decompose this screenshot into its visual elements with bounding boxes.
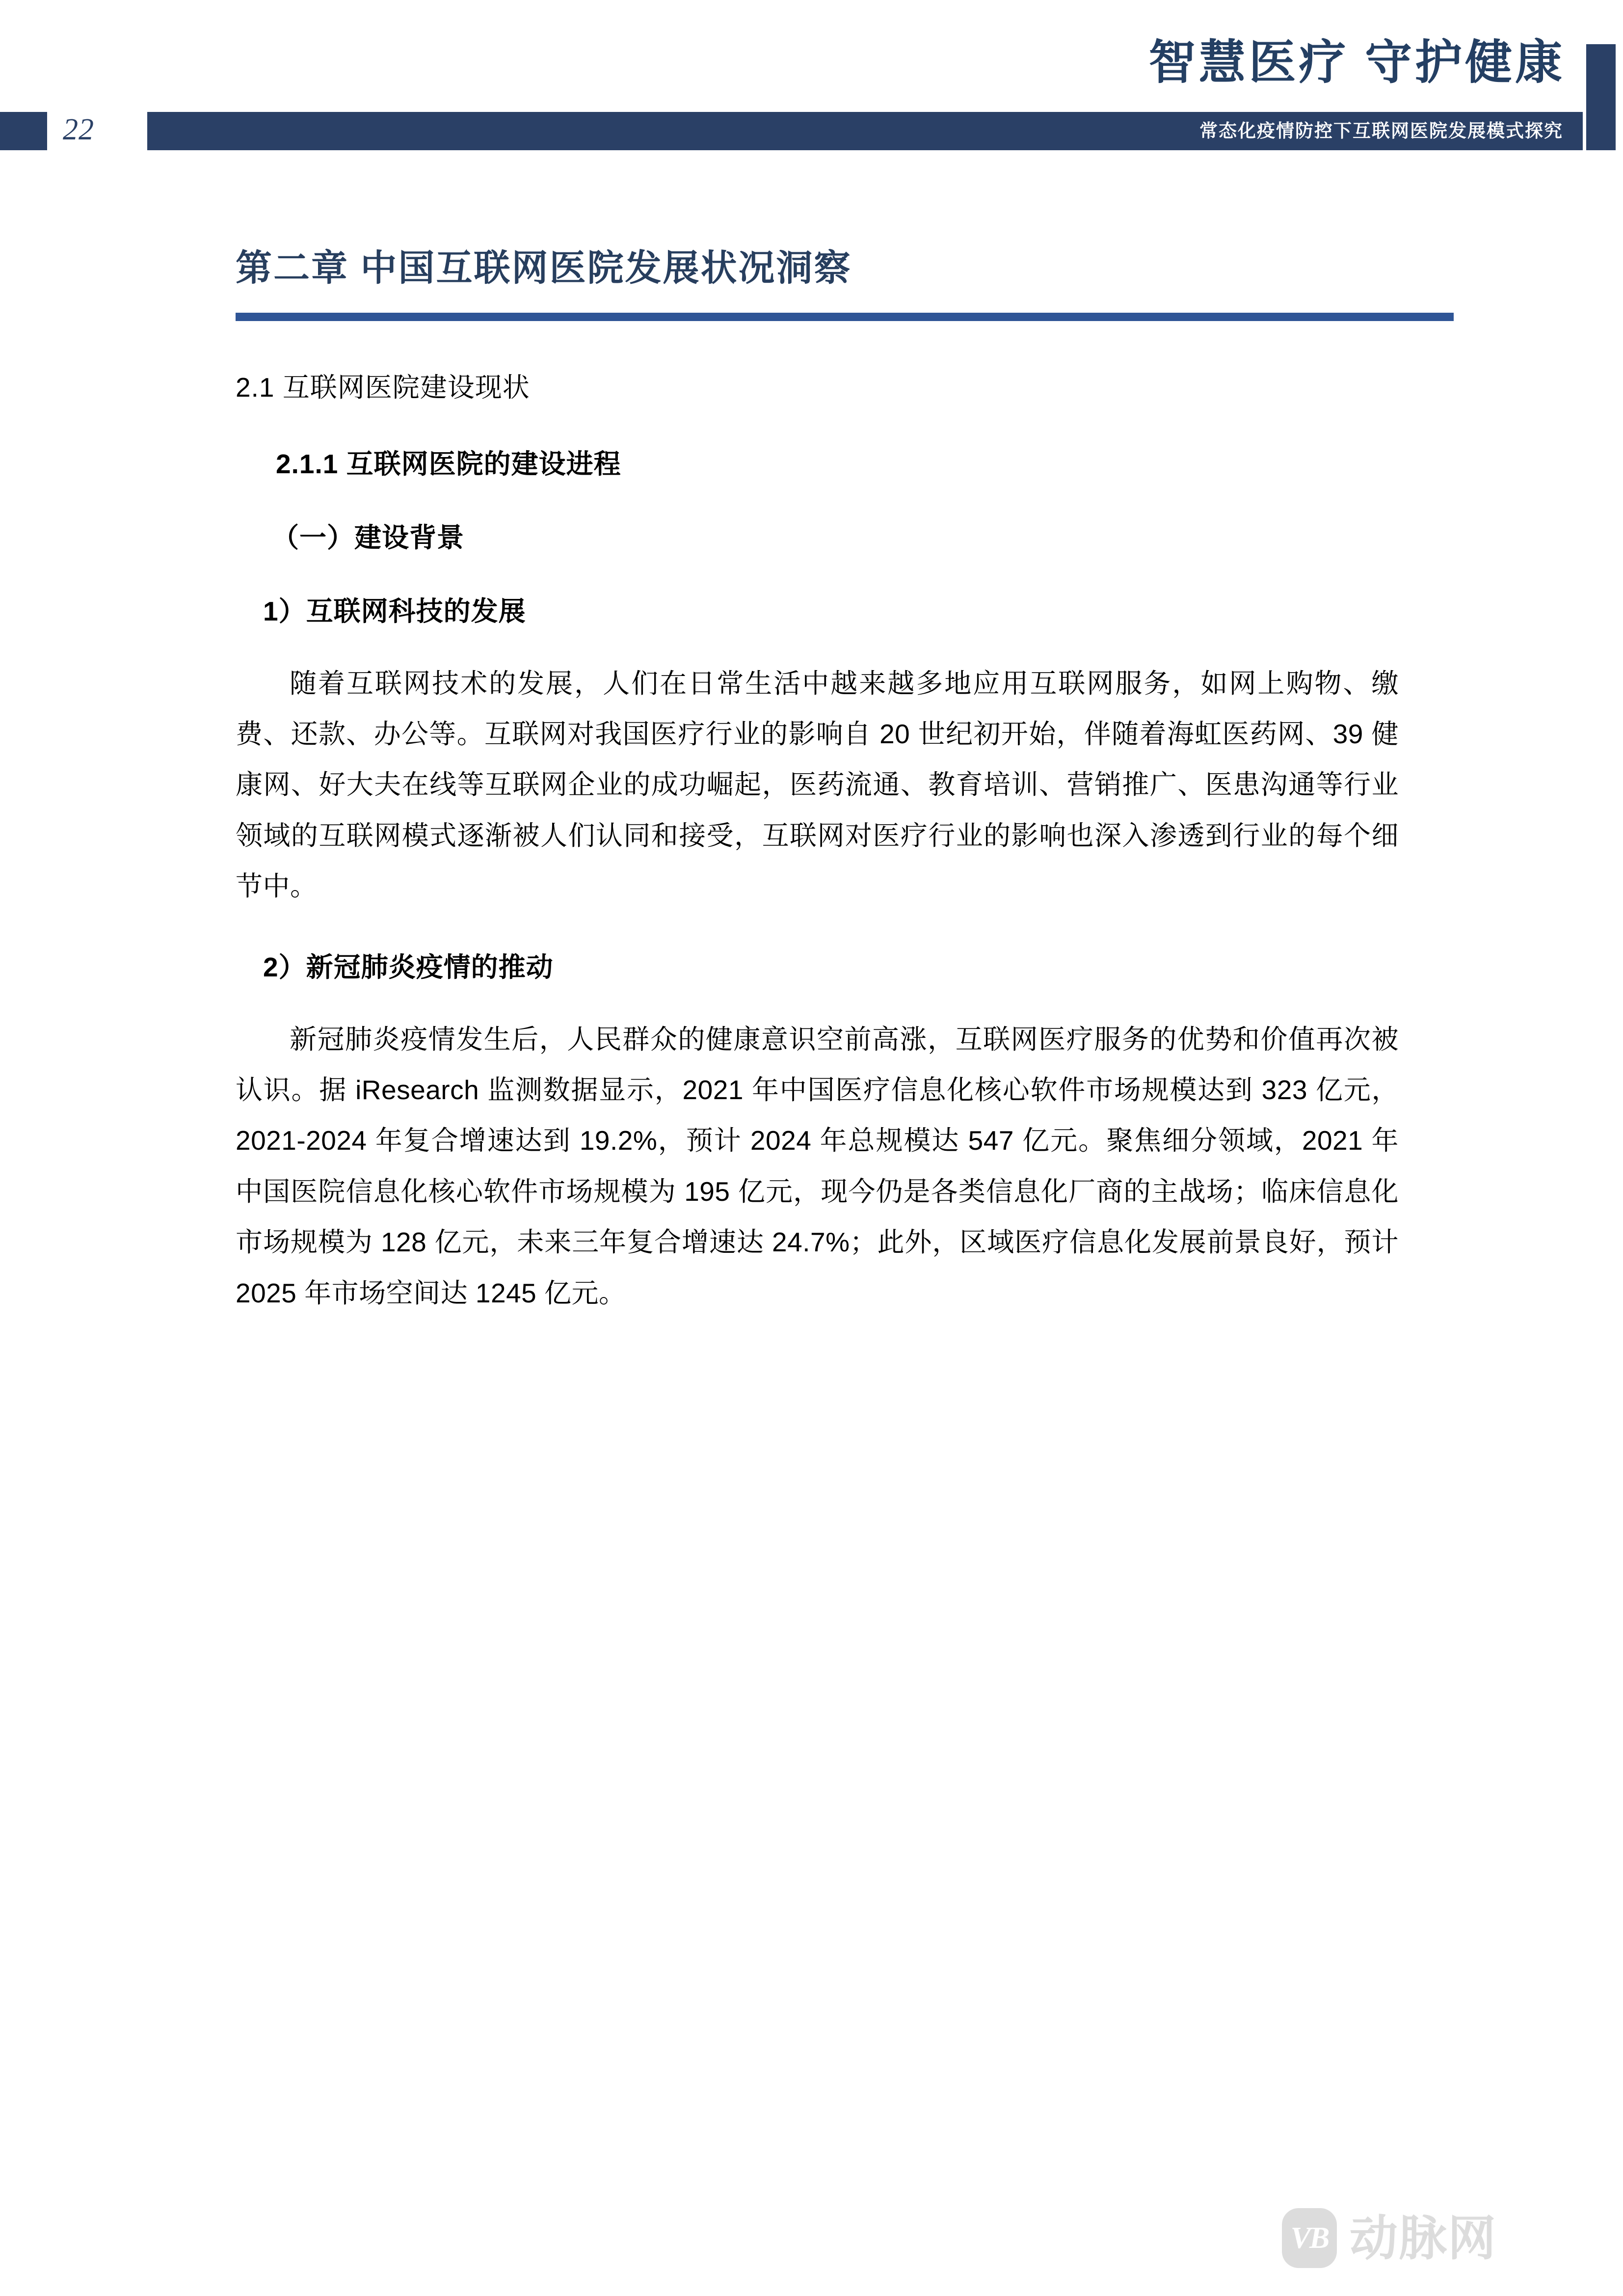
publisher-watermark [1282, 2208, 1497, 2268]
body-paragraph-1: 随着互联网技术的发展，人们在日常生活中越来越多地应用互联网服务，如网上购物、缴费、还款、办公等。互联网对我国医疗行业的影响自 20 世纪初开始，伴随着海虹医药网、39 健康网、好大夫在线等互联网企业的成功崛起，医药流通、教育培训、营销推广、医患沟通等行业领域的互联网模式逐渐被人们认同和接受，互联网对医疗行业的影响也深入渗透到行业的每个细节中。 [236, 668, 1399, 902]
vb-logo-icon [1282, 2208, 1337, 2268]
item-heading-1: 1）互联网科技的发展 [263, 596, 526, 627]
body-paragraph-2: 新冠肺炎疫情发生后，人民群众的健康意识空前高涨，互联网医疗服务的优势和价值再次被认识。据 iResearch 监测数据显示，2021 年中国医疗信息化核心软件市场规模达到 323 亿元，2021-2024 年复合增速达到 19.2%，预计 2024 年总规模达 547 亿元。聚焦细分领域，2021 年中国医院信息化核心软件市场规模为 195 亿元，现今仍是各类信息化厂商的主战场；临床信息化市场规模为 128 亿元，未来三年复合增速达 24.7%；此外，区域医疗信息化发展前景良好，预计 2025 年市场空间达 1245 亿元。 [236, 1024, 1399, 1308]
header-report-subtitle: 常态化疫情防控下互联网医院发展模式探究 [1199, 121, 1563, 141]
page-content [236, 245, 1399, 1319]
subsection-heading-one: （一）建设背景 [272, 522, 465, 553]
header-brand-title: 智慧医疗 守护健康 [1148, 36, 1565, 89]
vb-logo-text: VB [1290, 2221, 1329, 2255]
chapter-heading-block [236, 245, 1399, 321]
chapter-title: 第二章 中国互联网医院发展状况洞察 [236, 247, 852, 288]
page-header [0, 0, 1623, 157]
header-subtitle-bar [147, 112, 1583, 150]
header-right-accent-bar [1586, 44, 1616, 150]
page-number: 22 [63, 113, 94, 146]
watermark-wordmark: 动脉网 [1350, 2211, 1497, 2265]
chapter-title-rule [236, 313, 1454, 321]
item-heading-2: 2）新冠肺炎疫情的推动 [263, 952, 554, 983]
section-heading-2-1-1: 2.1.1 互联网医院的建设进程 [276, 448, 621, 479]
header-left-accent-block [0, 112, 47, 150]
section-heading-2-1: 2.1 互联网医院建设现状 [236, 372, 530, 403]
